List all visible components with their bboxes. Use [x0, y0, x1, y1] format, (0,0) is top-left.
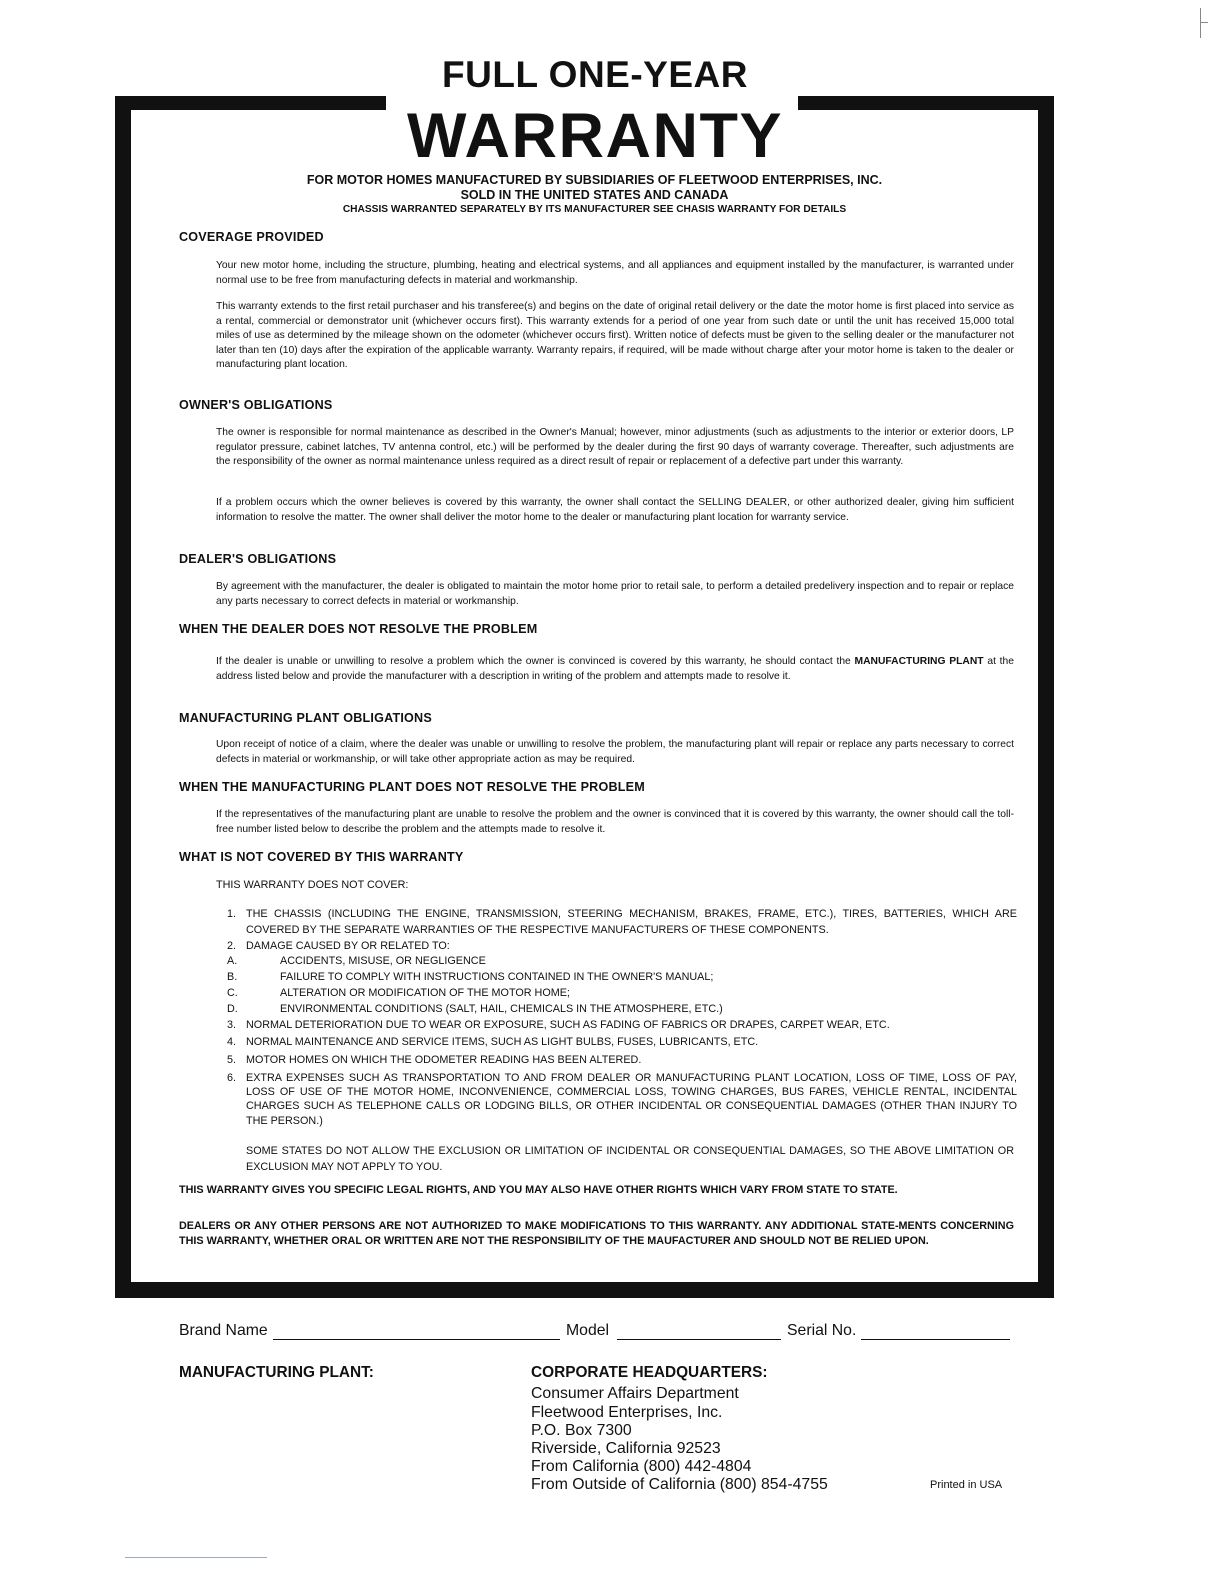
title-full-one-year: FULL ONE-YEAR: [442, 54, 748, 95]
subtitle-chassis: CHASSIS WARRANTED SEPARATELY BY ITS MANUFACTURER SEE CHASIS WARRANTY FOR DETAILS: [342, 204, 847, 215]
heading-not-covered: WHAT IS NOT COVERED BY THIS WARRANTY: [179, 850, 464, 864]
legal-rights-statement: THIS WARRANTY GIVES YOU SPECIFIC LEGAL RIGHTS, AND YOU MAY ALSO HAVE OTHER RIGHTS WHICH VARY FROM STATE TO STATE.: [179, 1184, 898, 1196]
dealer-not-text-a: If the dealer is unable or unwilling to resolve a problem which the owner is convinced is covered by this warranty, he should contact the: [216, 656, 851, 667]
manufacturing-plant-emphasis: MANUFACTURING PLANT: [854, 656, 984, 667]
scan-edge-mark: [1200, 22, 1208, 23]
list-item: 5. MOTOR HOMES ON WHICH THE ODOMETER READING HAS BEEN ALTERED.: [227, 1054, 642, 1067]
serial-number-field[interactable]: [861, 1339, 1010, 1340]
hq-phone-california: From California (800) 442-4804: [531, 1458, 752, 1475]
subtitle-sold-in: SOLD IN THE UNITED STATES AND CANADA: [460, 188, 729, 202]
hq-phone-outside: From Outside of California (800) 854-4755: [531, 1476, 828, 1493]
brand-name-field[interactable]: [273, 1339, 560, 1340]
model-field[interactable]: [617, 1339, 781, 1340]
plant-not-paragraph: If the representatives of the manufacturing plant are unable to resolve the problem and the owner is convinced that it is covered by this warranty, the owner should call the toll-free number listed below to describe the problem and the attempts made to resolve it.: [216, 809, 1014, 835]
model-label: Model: [566, 1322, 610, 1339]
sub-list-item: C. ALTERATION OR MODIFICATION OF THE MOTOR HOME;: [227, 986, 570, 999]
hq-address-line: Consumer Affairs Department: [531, 1385, 739, 1402]
list-item: 1. THE CHASSIS (INCLUDING THE ENGINE, TRANSMISSION, STEERING MECHANISM, BRAKES, FRAME, ETC.), TIRES, BATTERIES, WHICH ARE COVERED BY THE SEPARATE WARRANTIES OF THE RESPECTIVE MANUFACTURERS OF THESE COMPONENTS.: [227, 908, 1017, 936]
brand-name-label: Brand Name: [179, 1322, 268, 1339]
not-covered-intro: THIS WARRANTY DOES NOT COVER:: [216, 879, 409, 891]
owner-paragraph-1: The owner is responsible for normal maintenance as described in the Owner's Manual; however, minor adjustments (such as adjustments to the interior or exterior doors, LP regulator pressure, cabinet latches, TV antenna control, etc.) will be performed by the dealer during the first 90 days of warranty coverage. Thereafter, such adjustments are the responsibility of the owner as normal maintenance unless required as a direct result of repair or replacement of a defective part under this warranty.: [216, 427, 1014, 468]
dealer-paragraph-1: By agreement with the manufacturer, the dealer is obligated to maintain the motor home prior to retail sale, to perform a detailed predelivery inspection and to repair or replace any parts necessary to correct defects in material or workmanship.: [216, 581, 1014, 607]
list-item: 6. EXTRA EXPENSES SUCH AS TRANSPORTATION TO AND FROM DEALER OR MANUFACTURING PLANT LOCATION, LOSS OF TIME, LOSS OF PAY, LOSS OF USE OF THE MOTOR HOME, INCONVENIENCE, COMMERCIAL LOSS, TOWING CHARGES, BUS FARES, VEHICLE RENTAL, INCIDENTAL CHARGES SUCH AS TELEPHONE CALLS OR LODGING BILLS, OR OTHER INCIDENTAL OR CONSEQUENTIAL DAMAGES (OTHER THAN INJURY TO THE PERSON.): [227, 1071, 1017, 1127]
scan-edge-mark: [125, 1557, 267, 1558]
subtitle-motor-homes: FOR MOTOR HOMES MANUFACTURED BY SUBSIDIARIES OF FLEETWOOD ENTERPRISES, INC.: [306, 173, 883, 187]
hq-address-line: Fleetwood Enterprises, Inc.: [531, 1403, 723, 1421]
scan-edge-mark: [1200, 8, 1201, 38]
sub-list-item: B. FAILURE TO COMPLY WITH INSTRUCTIONS CONTAINED IN THE OWNER'S MANUAL;: [227, 971, 714, 984]
corporate-hq-heading: CORPORATE HEADQUARTERS:: [531, 1364, 768, 1381]
coverage-paragraph-2: This warranty extends to the first retail purchaser and his transferee(s) and begins on the date of original retail delivery or the date the motor home is first placed into service as a rental, commercial or demonstrator unit (whichever occurs first). This warranty extends for a period of one year from such date or until the unit has received 15,000 total miles of use as determined by the mileage shown on the odometer (whichever occurs first). Written notice of defects must be given to the selling dealer or the manufacturer not later than ten (10) days after the expiration of the applicable warranty. Warranty repairs, if required, will be made without charge after your motor home is taken to the dealer or manufacturing plant location.: [216, 301, 1014, 371]
dealer-not-text-b: at the address listed below and provide the manufacturer with a description in writing of the problem and attempts made to resolve it.: [216, 656, 1014, 682]
manufacturing-plant-heading: MANUFACTURING PLANT:: [179, 1364, 374, 1381]
list-item: 2. DAMAGE CAUSED BY OR RELATED TO:: [227, 939, 450, 952]
plant-paragraph: Upon receipt of notice of a claim, where the dealer was unable or unwilling to resolve the problem, the manufacturing plant will repair or replace any parts necessary to correct defects in material or workmanship, or will take other appropriate action as may be required.: [216, 739, 1014, 765]
states-note: SOME STATES DO NOT ALLOW THE EXCLUSION OR LIMITATION OF INCIDENTAL OR CONSEQUENTIAL DAMAGES, SO THE ABOVE LIMITATION OR EXCLUSION MAY NOT APPLY TO YOU.: [246, 1145, 1014, 1173]
hq-address-line: Riverside, California 92523: [531, 1440, 721, 1457]
heading-plant-not-resolve: WHEN THE MANUFACTURING PLANT DOES NOT RESOLVE THE PROBLEM: [179, 780, 645, 794]
owner-paragraph-2: If a problem occurs which the owner believes is covered by this warranty, the owner shall contact the SELLING DEALER, or other authorized dealer, giving him sufficient information to resolve the matter. The owner shall deliver the motor home to the dealer or manufacturing plant location for warranty service.: [216, 497, 1014, 523]
heading-dealer-obligations: DEALER'S OBLIGATIONS: [179, 552, 337, 566]
list-item: 3. NORMAL DETERIORATION DUE TO WEAR OR EXPOSURE, SUCH AS FADING OF FABRICS OR DRAPES, CARPET WEAR, ETC.: [227, 1018, 890, 1031]
serial-number-label: Serial No.: [787, 1322, 857, 1339]
heading-dealer-not-resolve: WHEN THE DEALER DOES NOT RESOLVE THE PROBLEM: [179, 622, 538, 636]
dealers-not-authorized-statement: DEALERS OR ANY OTHER PERSONS ARE NOT AUTHORIZED TO MAKE MODIFICATIONS TO THIS WARRANTY. ANY ADDITIONAL STATE-MENTS CONCERNING THIS WARRANTY, WHETHER ORAL OR WRITTEN ARE NOT THE RESPONSIBILITY OF THE MAUFACTURER AND SHOULD NOT BE RELIED UPON.: [179, 1220, 1014, 1247]
heading-plant-obligations: MANUFACTURING PLANT OBLIGATIONS: [179, 711, 432, 725]
title-warranty: WARRANTY: [407, 101, 783, 171]
dealer-not-paragraph: [216, 655, 1014, 684]
list-item: 4. NORMAL MAINTENANCE AND SERVICE ITEMS, SUCH AS LIGHT BULBS, FUSES, LUBRICANTS, ETC.: [227, 1036, 759, 1049]
sub-list-item: A. ACCIDENTS, MISUSE, OR NEGLIGENCE: [227, 955, 486, 968]
printed-in-usa: Printed in USA: [930, 1479, 1003, 1491]
sub-list-item: D. ENVIRONMENTAL CONDITIONS (SALT, HAIL, CHEMICALS IN THE ATMOSPHERE, ETC.): [227, 1002, 723, 1015]
heading-coverage: COVERAGE PROVIDED: [179, 230, 324, 244]
exclusions-list: [227, 907, 1017, 1128]
heading-owner-obligations: OWNER'S OBLIGATIONS: [179, 398, 333, 412]
hq-address-line: P.O. Box 7300: [531, 1422, 632, 1439]
coverage-paragraph-1: Your new motor home, including the structure, plumbing, heating and electrical systems, and all appliances and equipment installed by the manufacturer, is warranted under normal use to be free from manufacturing defects in material and workmanship.: [216, 260, 1014, 286]
